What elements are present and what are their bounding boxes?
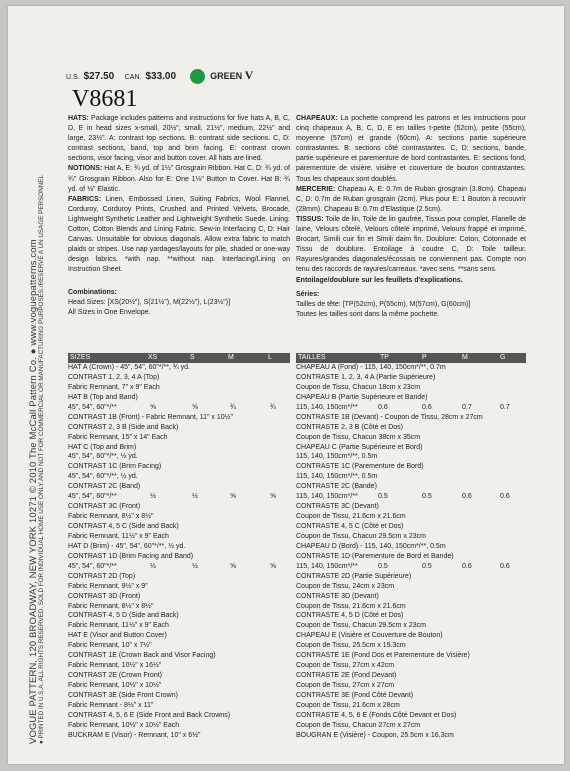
row-text: Coupon de Tissu, 25.5cm x 19.3cm bbox=[296, 642, 406, 650]
table-row bbox=[296, 423, 526, 433]
row-text: CONTRASTE 3C (Devant) bbox=[296, 503, 379, 511]
table-row bbox=[296, 671, 526, 681]
row-text: CHAPEAU E (Visière et Couverture de Bouton) bbox=[296, 632, 443, 640]
row-text: 115, 140, 150cm*/**, 0.5m bbox=[296, 453, 378, 461]
table-row bbox=[296, 731, 526, 741]
tailles-de-tete: Tailles de tête: [TP(52cm), P(55cm), M(57cm), G(60cm)] bbox=[296, 300, 471, 308]
table-row bbox=[68, 452, 290, 462]
row-value: ¾ bbox=[270, 403, 276, 411]
publisher-line: VOGUE PATTERN, 120 BROADWAY, NEW YORK 10271 © 2010 The McCall Pattern Co. ● www.voguepatterns.com bbox=[27, 239, 38, 744]
table-row bbox=[296, 462, 526, 472]
row-text: Coupon de Tissu, Chacun 38cm x 35cm bbox=[296, 433, 421, 441]
row-text: CONTRAST 2D (Top) bbox=[68, 572, 136, 580]
row-text: Fabric Remnant, 8½" x 8½" bbox=[68, 513, 154, 521]
row-text: 45", 54", 60"*/**, ½ yd. bbox=[68, 453, 138, 461]
all-sizes-note: All Sizes in One Envelope. bbox=[68, 308, 151, 316]
table-row bbox=[68, 671, 290, 681]
table-row bbox=[296, 373, 526, 383]
row-text: CONTRASTE 1, 2, 3, 4 A (Partie Supérieure) bbox=[296, 373, 436, 381]
row-text: Fabric Remnant, 11½" x 9" Each bbox=[68, 622, 169, 630]
can-label: CAN. bbox=[124, 74, 142, 81]
table-row bbox=[68, 552, 290, 562]
row-value: ¾ bbox=[230, 403, 236, 411]
row-text: Fabric Remnant, 10½" x 10½" Each bbox=[68, 721, 180, 729]
price-line bbox=[66, 68, 253, 84]
row-text: CONTRASTE 1C (Parementure de Bord) bbox=[296, 463, 424, 471]
series-label: Séries: bbox=[296, 290, 320, 298]
row-value: 0.5 bbox=[422, 493, 432, 501]
table-row bbox=[296, 631, 526, 641]
col-l: L bbox=[268, 354, 272, 361]
row-text: CONTRASTE 2D (Partie Supérieure) bbox=[296, 572, 412, 580]
row-text: Fabric Remnant, 15" x 14" Each bbox=[68, 433, 168, 441]
col-p: P bbox=[422, 354, 427, 361]
us-price: $27.50 bbox=[83, 71, 115, 82]
row-value: 0.5 bbox=[378, 493, 388, 501]
col-tp: TP bbox=[380, 354, 389, 361]
row-value: 0.5 bbox=[378, 562, 388, 570]
table-row bbox=[68, 492, 290, 502]
table-row bbox=[296, 691, 526, 701]
table-row bbox=[68, 592, 290, 602]
row-text: CONTRAST 4, 5 D (Side and Back) bbox=[68, 612, 179, 620]
table-row bbox=[296, 363, 526, 373]
table-row bbox=[296, 602, 526, 612]
row-text: HAT B (Top and Band) bbox=[68, 393, 138, 401]
table-row bbox=[68, 562, 290, 572]
row-text: CONTRASTE 4, 5, 6 E (Fonds Côté Devant et Dos) bbox=[296, 711, 457, 719]
row-value: 0.6 bbox=[422, 403, 432, 411]
table-row bbox=[68, 691, 290, 701]
table-row bbox=[296, 452, 526, 462]
row-value: 0.7 bbox=[500, 403, 510, 411]
row-text: CONTRAST 3E (Side Front Crown) bbox=[68, 691, 178, 699]
row-text: Coupon de Tissu, 27cm x 27cm bbox=[296, 682, 395, 689]
col-tailles: TAILLES bbox=[298, 354, 326, 361]
table-row bbox=[68, 631, 290, 641]
row-text: CONTRAST 1D (Brim Facing and Band) bbox=[68, 552, 194, 560]
row-text: BOUGRAN E (Visière) - Coupon, 25.5cm x 16.3cm bbox=[296, 731, 454, 739]
table-row bbox=[296, 721, 526, 731]
row-text: Fabric Remnant, 9½" x 9" bbox=[68, 582, 148, 590]
english-description bbox=[68, 114, 290, 318]
table-row bbox=[296, 621, 526, 631]
can-price: $33.00 bbox=[145, 71, 177, 82]
pattern-number: V8681 bbox=[72, 86, 138, 112]
table-row bbox=[296, 492, 526, 502]
row-text: CHAPEAU B (Partie Supérieure et Bande) bbox=[296, 393, 428, 401]
row-text: 45", 54", 60"*/** bbox=[68, 403, 117, 411]
v-logo: V bbox=[244, 68, 254, 82]
row-text: Fabric Remnant, 10" x 7½" bbox=[68, 642, 152, 650]
table-row bbox=[68, 373, 290, 383]
row-text: CONTRASTE 1D (Parementure de Bord et Bande) bbox=[296, 552, 454, 560]
table-row bbox=[296, 522, 526, 532]
row-value: 0.6 bbox=[462, 562, 472, 570]
row-text: 45", 54", 60"*/** bbox=[68, 493, 117, 501]
table-row bbox=[296, 472, 526, 482]
hats-paragraph: HATS: Package includes patterns and instructions for five hats A, B, C, D, E in head sizes x-small, 20½", small, 21½", medium, 22½" and large, 23½". A: contrast top sections. B: contrast side sections. C, D: contrast sections, band, top and brim facing. E: contrast crown sections, visor facing, visor and button cover. All hats are lined. bbox=[68, 115, 290, 163]
row-value: 0.5 bbox=[422, 562, 432, 570]
row-text: Coupon de Tissu, 24cm x 23cm bbox=[296, 582, 395, 590]
table-row bbox=[296, 502, 526, 512]
table-row bbox=[296, 582, 526, 592]
row-text: HAT E (Visor and Button Cover) bbox=[68, 632, 167, 640]
us-label: U.S. bbox=[66, 74, 80, 81]
row-text: CHAPEAU A (Fond) - 115, 140, 150cm*/**, 0.7m bbox=[296, 364, 446, 371]
row-text: HAT C (Top and Brim) bbox=[68, 443, 137, 451]
row-value: ½ bbox=[192, 493, 198, 501]
col-g: G bbox=[500, 354, 506, 361]
table-row bbox=[68, 651, 290, 661]
row-text: CONTRAST 2C (Band) bbox=[68, 483, 141, 491]
table-row bbox=[296, 592, 526, 602]
table-row bbox=[296, 413, 526, 423]
row-text: Fabric Remnant, 7" x 9" Each bbox=[68, 383, 160, 391]
row-text: CONTRASTE 2C (Bande) bbox=[296, 483, 377, 491]
row-text: Fabric Remnant, 8½" x 8½" bbox=[68, 602, 154, 610]
table-row bbox=[296, 433, 526, 443]
table-row bbox=[68, 602, 290, 612]
table-row bbox=[296, 512, 526, 522]
row-text: Coupon de Tissu, 27cm x 42cm bbox=[296, 662, 395, 670]
toutes-tailles-note: Toutes les tailles sont dans la même pochette. bbox=[296, 310, 440, 318]
row-text: Coupon de Tissu, Chacun 27cm x 27cm bbox=[296, 721, 421, 729]
row-text: HAT A (Crown) - 45", 54", 60"*/**, ¾ yd. bbox=[68, 364, 190, 371]
row-text: Coupon de Tissu, Chacun 18cm x 23cm bbox=[296, 383, 421, 391]
table-row bbox=[68, 572, 290, 582]
row-value: ½ bbox=[150, 562, 156, 570]
legal-sidebar bbox=[28, 44, 46, 744]
row-text: CONTRAST 1C (Brim Facing) bbox=[68, 463, 162, 471]
chapeaux-paragraph: CHAPEAUX: La pochette comprend les patrons et les instructions pour cinq chapeaux A, B, C, D, E en tailles t-petite (52cm), petite (55cm), moyenne (57cm) et grande (60cm). A: sections partie supérieure contrastantes. B: sections côté contrastantes. C, D: sections, bande, partie supérieure et parementure de bord contrastantes. E: sections fond, parementure de visière, visière et couverture de bouton contrastantes. Tous les chapeaux sont doublés. bbox=[296, 115, 526, 183]
table-row bbox=[296, 711, 526, 721]
english-yardage-table bbox=[68, 353, 290, 741]
table-row bbox=[68, 582, 290, 592]
row-value: 0.6 bbox=[500, 493, 510, 501]
row-text: CONTRASTE 3E (Fond Côté Devant) bbox=[296, 691, 414, 699]
table-row bbox=[296, 701, 526, 711]
table-row bbox=[296, 611, 526, 621]
col-m: M bbox=[228, 354, 234, 361]
table-row bbox=[296, 572, 526, 582]
row-value: 0.6 bbox=[462, 493, 472, 501]
row-value: ⅝ bbox=[150, 403, 156, 411]
row-text: Coupon de Tissu, 21.6cm x 28cm bbox=[296, 701, 400, 709]
tissus-paragraph: TISSUS: Toile de lin, Toile de lin gaufrée, Tissus pour complet, Flanelle de laine, Velours côtelé, Velours côtelé imprimé, Velours frappé et imprimé, Brocart, Simili cuir fin et Simili daim fin. Doublure: Coton, Cotonnade et Tissu de doublure. Entoilage à coudre C, D: Toile tailleur. Rayures/grandes diagonales/écossais ne conviennent pas. Compte non tenu des raccords de rayures/carreaux. *avec sens. **sans sens. bbox=[296, 215, 526, 274]
col-xs: XS bbox=[148, 354, 158, 361]
table-row bbox=[68, 423, 290, 433]
table-row bbox=[296, 482, 526, 492]
row-text: Fabric Remnant, 10½" x 10½" bbox=[68, 682, 162, 689]
row-value: ½ bbox=[150, 493, 156, 501]
table-row bbox=[68, 661, 290, 671]
table-row bbox=[296, 532, 526, 542]
table-row bbox=[296, 641, 526, 651]
row-value: ⅝ bbox=[192, 403, 198, 411]
rights-line: ● PRINTED IN U.S.A. ALL RIGHTS RESERVED. SOLD FOR INDIVIDUAL HOME USE ONLY AND NOT FOR COMMERCIAL OR MANUFACTURING PURPOSES./RESERVÉ A UN USAGE PERSONNEL bbox=[38, 174, 45, 744]
row-text: 115, 140, 150cm*/** bbox=[296, 493, 358, 501]
table-row bbox=[68, 383, 290, 393]
table-row bbox=[68, 512, 290, 522]
table-row bbox=[68, 472, 290, 482]
english-table-header bbox=[68, 353, 290, 363]
table-row bbox=[68, 502, 290, 512]
table-row bbox=[68, 403, 290, 413]
row-text: CONTRAST 3D (Front) bbox=[68, 592, 141, 600]
row-value: ⅝ bbox=[270, 562, 276, 570]
table-row bbox=[68, 701, 290, 711]
table-row bbox=[68, 711, 290, 721]
table-row bbox=[68, 532, 290, 542]
table-row bbox=[296, 383, 526, 393]
row-text: CONTRASTE 1E (Fond Dos et Parementure de Visière) bbox=[296, 652, 470, 660]
table-row bbox=[68, 721, 290, 731]
row-text: CONTRASTE 4, 5 D (Côté et Dos) bbox=[296, 612, 404, 620]
row-text: CONTRASTE 4, 5 C (Côté et Dos) bbox=[296, 523, 404, 530]
table-row bbox=[68, 482, 290, 492]
col-s: S bbox=[190, 354, 195, 361]
row-value: ⅝ bbox=[230, 493, 236, 501]
english-table-body bbox=[68, 363, 290, 741]
row-value: 0.6 bbox=[500, 562, 510, 570]
row-text: Fabric Remnant, 11½" x 9" Each bbox=[68, 532, 169, 540]
row-text: 115, 140, 150cm*/** bbox=[296, 403, 358, 411]
row-value: ½ bbox=[192, 562, 198, 570]
head-sizes: Head Sizes: [XS(20½"), S(21½"), M(22½"), L(23½")] bbox=[68, 298, 231, 306]
table-row bbox=[68, 413, 290, 423]
row-text: 115, 140, 150cm*/** bbox=[296, 562, 358, 570]
table-row bbox=[296, 651, 526, 661]
row-text: CONTRAST 3C (Front) bbox=[68, 503, 141, 511]
row-value: 0.6 bbox=[378, 403, 388, 411]
table-row bbox=[68, 393, 290, 403]
row-text: BUCKRAM E (Visor) - Remnant, 10" x 6½" bbox=[68, 731, 201, 739]
row-text: CONTRAST 4, 5 C (Side and Back) bbox=[68, 523, 179, 530]
table-row bbox=[68, 641, 290, 651]
row-text: CONTRAST 2E (Crown Front) bbox=[68, 672, 162, 680]
row-value: ⅝ bbox=[270, 493, 276, 501]
table-row bbox=[68, 731, 290, 741]
table-row bbox=[68, 542, 290, 552]
row-text: Coupon de Tissu, Chacun 29.5cm x 23cm bbox=[296, 532, 426, 540]
notions-paragraph: NOTIONS: Hat A, E: ¾ yd. of 1½" Grosgrain Ribbon. Hat C, D: ¾ yd. of ¾" Grosgrain Ribbon. Also for E: One 1⅛" Button to Cover. Hat B: ¾ yd. of ⅛" Elastic. bbox=[68, 165, 290, 193]
table-row bbox=[296, 393, 526, 403]
fabrics-paragraph: FABRICS: Linen, Embossed Linen, Suiting Fabrics, Wool Flannel, Corduroy, Corduroy Prints, Crushed and Printed Velvets, Brocade, Lightweight Synthetic Leather and Lightweight Synthetic Suede. Lining: Cotton, Cotton Blends and Lining Fabric. Sew-in Interfacing C, D: Hair Canvas. Unsuitable for obvious diagonals. Allow extra fabric to match plaids or stripes. Use nap yardages/layouts for pile, shaded or one-way design fabrics. *with nap. **without nap. Interfacing/Lining on Instruction Sheet. bbox=[68, 195, 290, 274]
table-row bbox=[68, 681, 290, 691]
pattern-envelope-back bbox=[8, 6, 564, 764]
table-row bbox=[296, 403, 526, 413]
row-text: CONTRAST 1, 2, 3, 4 A (Top) bbox=[68, 373, 160, 381]
french-table-body bbox=[296, 363, 526, 741]
table-row bbox=[296, 681, 526, 691]
row-text: 115, 140, 150cm*/**, 0.5m bbox=[296, 473, 378, 481]
row-text: CONTRAST 4, 5, 6 E (Side Front and Back Crowns) bbox=[68, 711, 231, 719]
row-text: CONTRAST 2, 3 B (Side and Back) bbox=[68, 423, 179, 431]
row-text: CONTRASTE 3D (Devant) bbox=[296, 592, 379, 600]
table-row bbox=[296, 542, 526, 552]
row-text: Fabric Remnant, 10½" x 16½" bbox=[68, 662, 162, 670]
table-row bbox=[68, 443, 290, 453]
table-row bbox=[68, 621, 290, 631]
row-text: CHAPEAU D (Bord) - 115, 140, 150cm*/**, 0.5m bbox=[296, 542, 446, 550]
row-text: CHAPEAU C (Partie Supérieure et Bord) bbox=[296, 443, 423, 451]
row-text: HAT D (Brim) - 45", 54", 60"*/**, ½ yd. bbox=[68, 542, 186, 550]
row-text: CONTRAST 1E (Crown Back and Visor Facing) bbox=[68, 652, 216, 660]
row-text: 45", 54", 60"*/**, ½ yd. bbox=[68, 473, 138, 481]
table-row bbox=[68, 522, 290, 532]
table-row bbox=[296, 661, 526, 671]
french-description bbox=[296, 114, 526, 320]
row-value: 0.7 bbox=[462, 403, 472, 411]
table-row bbox=[68, 433, 290, 443]
col-sizes: SIZES bbox=[70, 354, 91, 361]
row-text: CONTRAST 1B (Front) - Fabric Remnant, 11" x 10½" bbox=[68, 413, 233, 421]
mercerie-paragraph: MERCERIE: Chapeau A, E: 0.7m de Ruban grosgrain (3.8cm). Chapeau C, D: 0.7m de Ruban grosgrain (2cm). Plus pour E: 1 Bouton à recouvrir (28mm). Chapeau B: 0.7m d'Elastique (2.5cm). bbox=[296, 185, 526, 213]
table-row bbox=[296, 562, 526, 572]
table-row bbox=[296, 552, 526, 562]
entoilage-note: Entoilage/doublure sur les feuillets d'explications. bbox=[296, 276, 463, 284]
table-row bbox=[296, 443, 526, 453]
row-text: CONTRASTE 2E (Fond Devant) bbox=[296, 672, 397, 680]
french-table-header bbox=[296, 353, 526, 363]
french-yardage-table bbox=[296, 353, 526, 741]
combinations-label: Combinations: bbox=[68, 288, 117, 296]
row-text: CONTRASTE 1B (Devant) - Coupon de Tissu, 28cm x 27cm bbox=[296, 413, 483, 421]
row-text: Coupon de Tissu, Chacun 29.5cm x 23cm bbox=[296, 622, 426, 630]
row-text: Coupon de Tissu, 21.6cm x 21.6cm bbox=[296, 602, 406, 610]
row-text: CONTRASTE 2, 3 B (Côté et Dos) bbox=[296, 423, 403, 431]
row-text: Fabric Remnant - 8½" x 11" bbox=[68, 701, 154, 709]
table-row bbox=[68, 363, 290, 373]
green-label: GREEN bbox=[210, 71, 243, 81]
row-text: Coupon de Tissu, 21.6cm x 21.6cm bbox=[296, 513, 406, 521]
green-dot-icon bbox=[190, 69, 205, 84]
row-text: 45", 54", 60"*/** bbox=[68, 562, 117, 570]
col-m-fr: M bbox=[462, 354, 468, 361]
row-value: ⅝ bbox=[230, 562, 236, 570]
table-row bbox=[68, 462, 290, 472]
table-row bbox=[68, 611, 290, 621]
